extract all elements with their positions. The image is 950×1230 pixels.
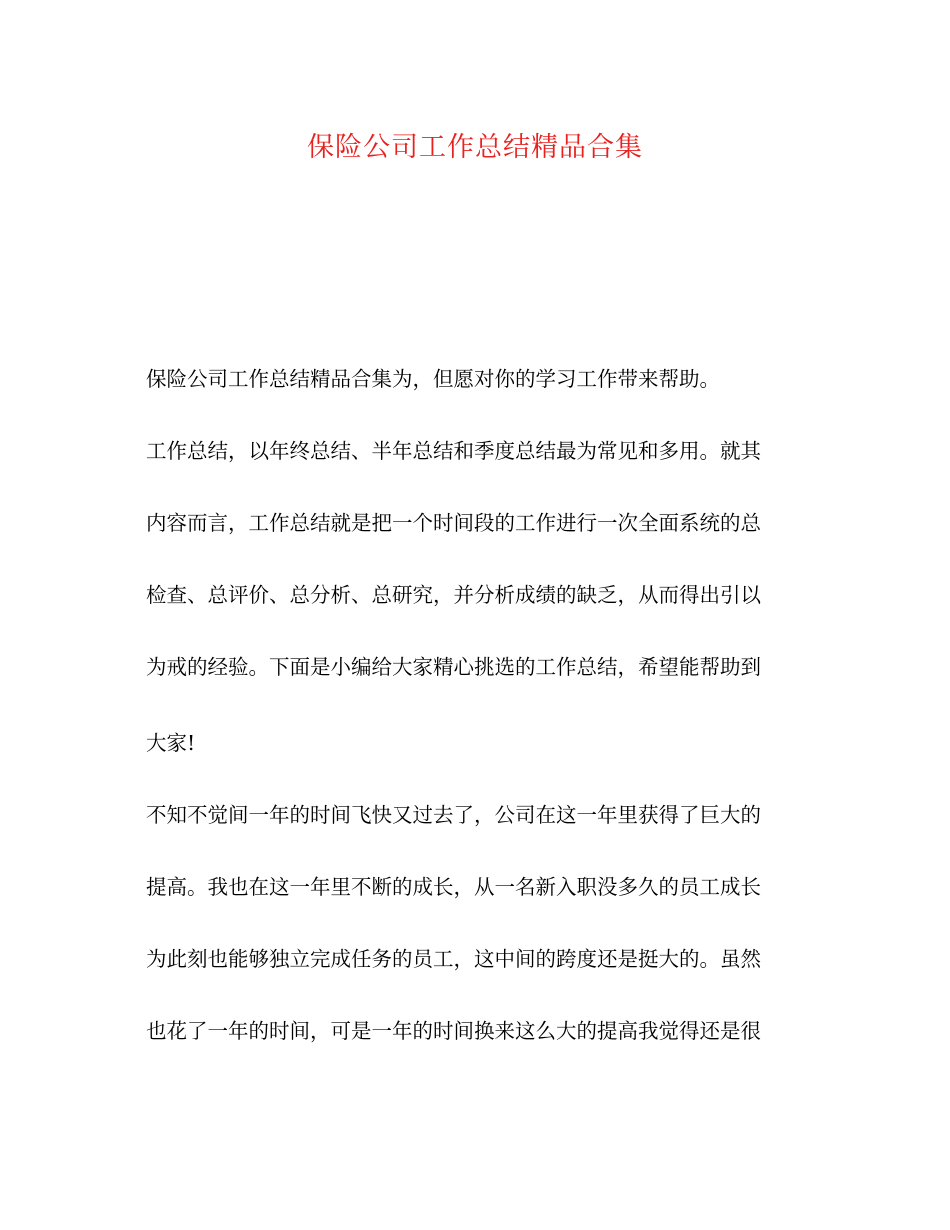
body-line-2: 工作总结，以年终总结、半年总结和季度总结最为常见和多用。就其 [146, 439, 761, 463]
body-line-8: 提高。我也在这一年里不断的成长，从一名新入职没多久的员工成长 [146, 875, 761, 899]
body-line-1: 保险公司工作总结精品合集为，但愿对你的学习工作带来帮助。 [146, 367, 720, 391]
document-title: 保险公司工作总结精品合集 [307, 132, 643, 163]
body-line-9: 为此刻也能够独立完成任务的员工，这中间的跨度还是挺大的。虽然 [146, 947, 761, 971]
body-line-4: 检查、总评价、总分析、总研究，并分析成绩的缺乏，从而得出引以 [146, 583, 761, 607]
body-line-6: 大家! [146, 731, 196, 755]
body-line-10: 也花了一年的时间，可是一年的时间换来这么大的提高我觉得还是很 [146, 1019, 761, 1043]
body-line-3: 内容而言，工作总结就是把一个时间段的工作进行一次全面系统的总 [146, 511, 761, 535]
body-line-5: 为戒的经验。下面是小编给大家精心挑选的工作总结，希望能帮助到 [146, 655, 761, 679]
body-line-7: 不知不觉间一年的时间飞快又过去了，公司在这一年里获得了巨大的 [146, 803, 761, 827]
